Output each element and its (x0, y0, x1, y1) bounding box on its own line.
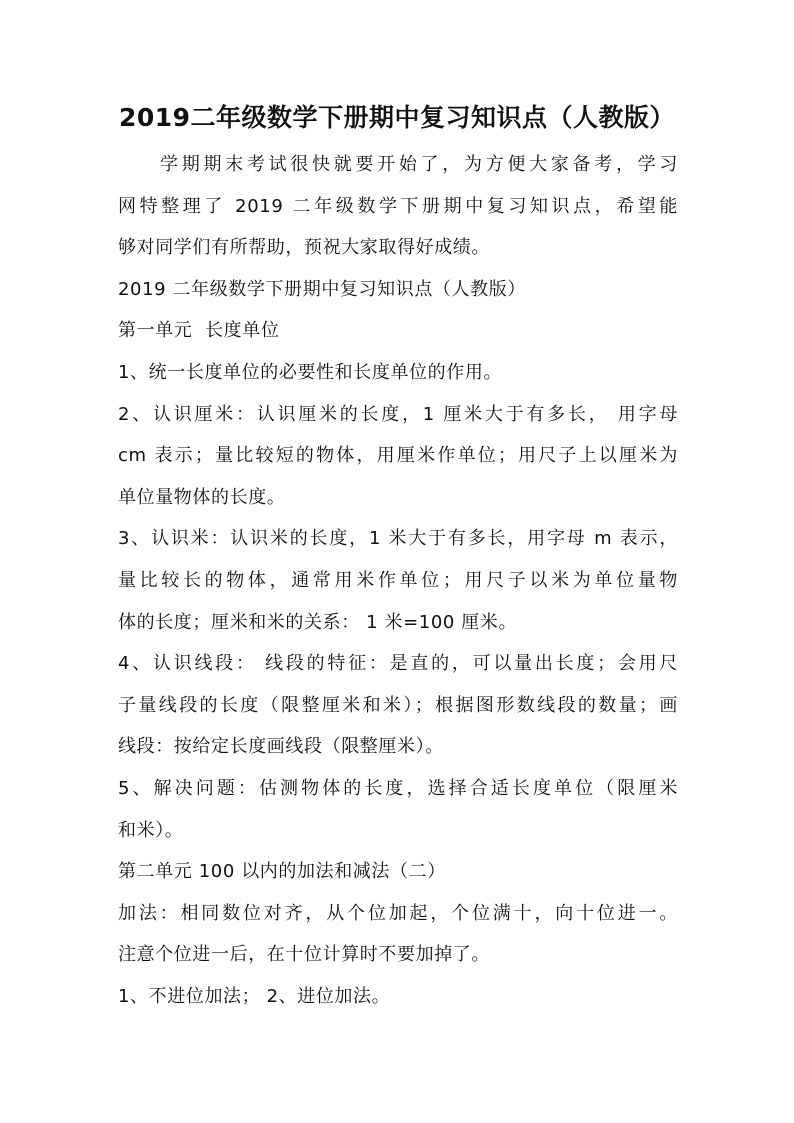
addition-paragraph (118, 893, 678, 976)
item1-paragraph (118, 352, 678, 394)
text-line: 1、统一长度单位的必要性和长度单位的作用。 (118, 361, 503, 383)
item4-paragraph (118, 643, 678, 768)
unit2-heading (118, 851, 678, 893)
text-line: 单位量物体的长度。 (118, 486, 286, 508)
text-line: 3、认识米：认识米的长度，1 米大于有多长，用字母 m 表示， (118, 528, 678, 550)
text-line: cm 表示；量比较短的物体，用厘米作单位；用尺子上以厘米为 (118, 445, 678, 467)
document-title: 2019二年级数学下册期中复习知识点（人教版） (118, 103, 676, 132)
text-line: 线段：按给定长度画线段（限整厘米）。 (118, 736, 444, 758)
text-line: 第一单元 长度单位 (118, 320, 280, 342)
text-line: 注意个位进一后，在十位计算时不要加掉了。 (118, 944, 490, 966)
text-line: 加法：相同数位对齐，从个位加起，个位满十，向十位进一。 (118, 902, 678, 924)
text-line: 够对同学们有所帮助，预祝大家取得好成绩。 (118, 237, 490, 259)
text-line: 子量线段的长度（限整厘米和米）；根据图形数线段的数量；画 (118, 694, 678, 716)
text-line: 和米）。 (118, 819, 184, 841)
item2-paragraph (118, 394, 678, 519)
text-line: 学期期末考试很快就要开始了，为方便大家备考，学习 (160, 154, 678, 175)
text-line: 网特整理了 2019 二年级数学下册期中复习知识点，希望能 (118, 195, 678, 217)
text-line: 4、认识线段： 线段的特征：是直的，可以量出长度；会用尺 (118, 653, 678, 675)
text-line: 2、认识厘米：认识厘米的长度，1 厘米大于有多长， 用字母 (118, 403, 678, 425)
text-line: 第二单元 100 以内的加法和减法（二） (118, 861, 446, 883)
subtitle-paragraph (118, 269, 678, 311)
item3-paragraph (118, 518, 678, 643)
addition-items-paragraph (118, 976, 678, 1018)
intro-paragraph (118, 144, 678, 269)
item5-paragraph (118, 768, 678, 851)
text-line: 5、解决问题：估测物体的长度，选择合适长度单位（限厘米 (118, 777, 678, 799)
document-body (118, 144, 678, 1017)
text-line: 2019 二年级数学下册期中复习知识点（人教版） (118, 278, 526, 300)
text-line: 量比较长的物体，通常用米作单位；用尺子以米为单位量物 (118, 569, 678, 591)
unit1-heading (118, 310, 678, 352)
text-line: 体的长度；厘米和米的关系： 1 米=100 厘米。 (118, 611, 518, 633)
text-line: 1、不进位加法； 2、进位加法。 (118, 985, 391, 1007)
